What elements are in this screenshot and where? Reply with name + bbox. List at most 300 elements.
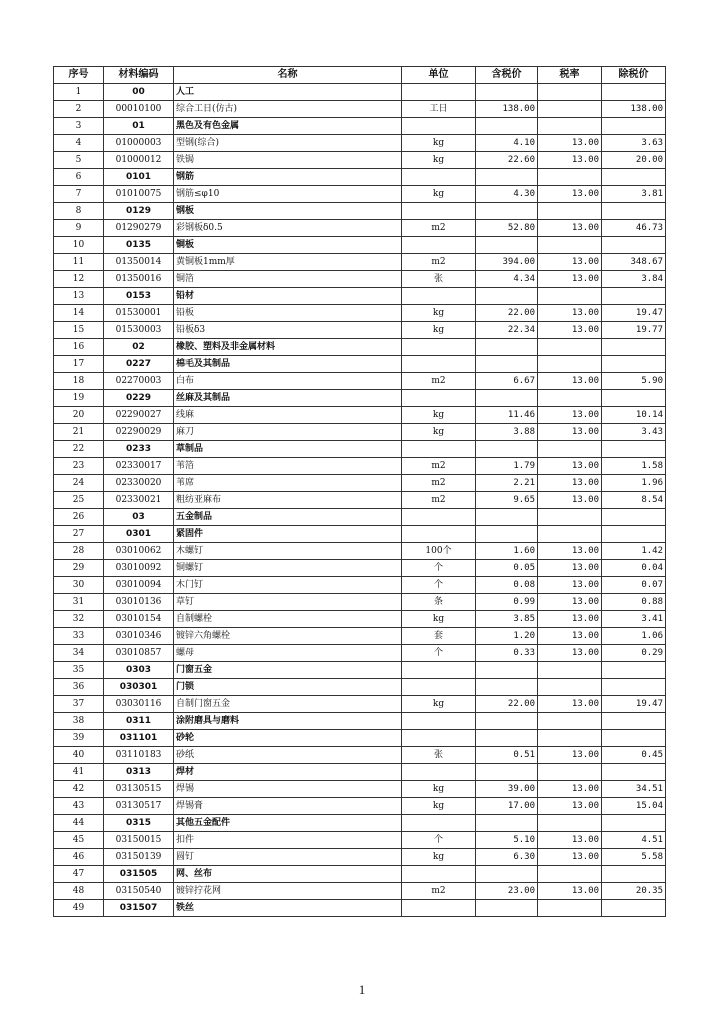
table-row bbox=[54, 679, 666, 696]
row-seq: 16 bbox=[54, 339, 104, 356]
price-without-tax bbox=[602, 441, 666, 458]
material-code: 03150139 bbox=[104, 849, 174, 866]
price-without-tax: 3.81 bbox=[602, 186, 666, 203]
table-row bbox=[54, 407, 666, 424]
material-name: 自制螺栓 bbox=[174, 611, 402, 628]
unit bbox=[402, 526, 476, 543]
price-without-tax bbox=[602, 713, 666, 730]
price-with-tax bbox=[476, 441, 538, 458]
price-with-tax: 22.00 bbox=[476, 305, 538, 322]
material-name: 人工 bbox=[174, 84, 402, 101]
table-row bbox=[54, 424, 666, 441]
tax-rate bbox=[538, 713, 602, 730]
row-seq: 37 bbox=[54, 696, 104, 713]
material-code: 02330020 bbox=[104, 475, 174, 492]
tax-rate: 13.00 bbox=[538, 254, 602, 271]
price-without-tax: 19.47 bbox=[602, 696, 666, 713]
price-with-tax: 0.05 bbox=[476, 560, 538, 577]
unit: kg bbox=[402, 322, 476, 339]
material-code: 01530003 bbox=[104, 322, 174, 339]
price-without-tax: 10.14 bbox=[602, 407, 666, 424]
tax-rate bbox=[538, 169, 602, 186]
tax-rate bbox=[538, 662, 602, 679]
row-seq: 35 bbox=[54, 662, 104, 679]
row-seq: 36 bbox=[54, 679, 104, 696]
price-with-tax: 394.00 bbox=[476, 254, 538, 271]
unit bbox=[402, 679, 476, 696]
row-seq: 19 bbox=[54, 390, 104, 407]
row-seq: 15 bbox=[54, 322, 104, 339]
material-code: 0233 bbox=[104, 441, 174, 458]
price-with-tax bbox=[476, 203, 538, 220]
tax-rate: 13.00 bbox=[538, 373, 602, 390]
material-code: 02290027 bbox=[104, 407, 174, 424]
tax-rate bbox=[538, 390, 602, 407]
price-without-tax bbox=[602, 169, 666, 186]
price-without-tax bbox=[602, 900, 666, 917]
page-number: 1 bbox=[358, 982, 366, 997]
row-seq: 12 bbox=[54, 271, 104, 288]
price-with-tax: 0.08 bbox=[476, 577, 538, 594]
price-without-tax: 20.35 bbox=[602, 883, 666, 900]
table-row bbox=[54, 186, 666, 203]
tax-rate: 13.00 bbox=[538, 832, 602, 849]
price-with-tax bbox=[476, 730, 538, 747]
material-name: 焊锡 bbox=[174, 781, 402, 798]
material-name: 砂轮 bbox=[174, 730, 402, 747]
material-code: 0311 bbox=[104, 713, 174, 730]
price-without-tax: 19.77 bbox=[602, 322, 666, 339]
table-row bbox=[54, 322, 666, 339]
price-without-tax: 1.96 bbox=[602, 475, 666, 492]
material-name: 涂附磨具与磨料 bbox=[174, 713, 402, 730]
price-without-tax bbox=[602, 815, 666, 832]
material-name: 扣件 bbox=[174, 832, 402, 849]
row-seq: 48 bbox=[54, 883, 104, 900]
price-with-tax bbox=[476, 526, 538, 543]
table-row bbox=[54, 152, 666, 169]
row-seq: 25 bbox=[54, 492, 104, 509]
price-with-tax: 1.79 bbox=[476, 458, 538, 475]
price-without-tax: 348.67 bbox=[602, 254, 666, 271]
unit: kg bbox=[402, 424, 476, 441]
unit bbox=[402, 84, 476, 101]
table-row bbox=[54, 169, 666, 186]
row-seq: 7 bbox=[54, 186, 104, 203]
header-name: 名称 bbox=[174, 67, 402, 84]
price-with-tax: 2.21 bbox=[476, 475, 538, 492]
price-with-tax bbox=[476, 390, 538, 407]
material-name: 粗纺亚麻布 bbox=[174, 492, 402, 509]
table-row bbox=[54, 458, 666, 475]
header-code: 材料编码 bbox=[104, 67, 174, 84]
unit bbox=[402, 815, 476, 832]
price-with-tax: 17.00 bbox=[476, 798, 538, 815]
row-seq: 47 bbox=[54, 866, 104, 883]
material-code: 0129 bbox=[104, 203, 174, 220]
unit: 套 bbox=[402, 628, 476, 645]
price-with-tax bbox=[476, 118, 538, 135]
tax-rate: 13.00 bbox=[538, 560, 602, 577]
unit bbox=[402, 203, 476, 220]
price-without-tax bbox=[602, 730, 666, 747]
unit: m2 bbox=[402, 458, 476, 475]
tax-rate bbox=[538, 101, 602, 118]
unit bbox=[402, 662, 476, 679]
material-code: 03010092 bbox=[104, 560, 174, 577]
price-with-tax: 0.99 bbox=[476, 594, 538, 611]
table-row bbox=[54, 339, 666, 356]
table-row bbox=[54, 866, 666, 883]
price-with-tax: 22.00 bbox=[476, 696, 538, 713]
table-row bbox=[54, 135, 666, 152]
price-with-tax: 22.60 bbox=[476, 152, 538, 169]
material-code: 030301 bbox=[104, 679, 174, 696]
material-name: 铜板 bbox=[174, 237, 402, 254]
table-row bbox=[54, 84, 666, 101]
unit: kg bbox=[402, 186, 476, 203]
table-row bbox=[54, 101, 666, 118]
price-without-tax: 5.90 bbox=[602, 373, 666, 390]
table-row bbox=[54, 441, 666, 458]
table-row bbox=[54, 543, 666, 560]
unit: 个 bbox=[402, 832, 476, 849]
material-code: 0135 bbox=[104, 237, 174, 254]
tax-rate bbox=[538, 509, 602, 526]
table-row bbox=[54, 594, 666, 611]
material-code: 02270003 bbox=[104, 373, 174, 390]
price-with-tax: 52.80 bbox=[476, 220, 538, 237]
tax-rate: 13.00 bbox=[538, 645, 602, 662]
row-seq: 5 bbox=[54, 152, 104, 169]
price-without-tax: 8.54 bbox=[602, 492, 666, 509]
table-row bbox=[54, 254, 666, 271]
unit: m2 bbox=[402, 492, 476, 509]
row-seq: 4 bbox=[54, 135, 104, 152]
table-row bbox=[54, 611, 666, 628]
table-row bbox=[54, 560, 666, 577]
unit: m2 bbox=[402, 254, 476, 271]
row-seq: 10 bbox=[54, 237, 104, 254]
price-with-tax: 39.00 bbox=[476, 781, 538, 798]
tax-rate bbox=[538, 118, 602, 135]
tax-rate bbox=[538, 356, 602, 373]
price-without-tax bbox=[602, 84, 666, 101]
price-with-tax bbox=[476, 662, 538, 679]
price-without-tax bbox=[602, 662, 666, 679]
table-row bbox=[54, 203, 666, 220]
row-seq: 26 bbox=[54, 509, 104, 526]
material-code: 0153 bbox=[104, 288, 174, 305]
material-code: 02330017 bbox=[104, 458, 174, 475]
price-with-tax bbox=[476, 764, 538, 781]
material-code: 03010062 bbox=[104, 543, 174, 560]
tax-rate bbox=[538, 815, 602, 832]
table-row bbox=[54, 645, 666, 662]
material-name: 钢筋≤φ10 bbox=[174, 186, 402, 203]
unit bbox=[402, 288, 476, 305]
price-without-tax bbox=[602, 118, 666, 135]
row-seq: 24 bbox=[54, 475, 104, 492]
table-row bbox=[54, 747, 666, 764]
tax-rate bbox=[538, 679, 602, 696]
material-name: 白布 bbox=[174, 373, 402, 390]
price-without-tax bbox=[602, 237, 666, 254]
material-name: 门锁 bbox=[174, 679, 402, 696]
price-without-tax: 0.29 bbox=[602, 645, 666, 662]
material-name: 铅板δ3 bbox=[174, 322, 402, 339]
material-name: 木螺钉 bbox=[174, 543, 402, 560]
unit: 张 bbox=[402, 271, 476, 288]
price-without-tax: 1.58 bbox=[602, 458, 666, 475]
tax-rate bbox=[538, 900, 602, 917]
price-with-tax: 11.46 bbox=[476, 407, 538, 424]
price-without-tax: 1.42 bbox=[602, 543, 666, 560]
material-name: 钢板 bbox=[174, 203, 402, 220]
table-row bbox=[54, 271, 666, 288]
row-seq: 41 bbox=[54, 764, 104, 781]
table-row bbox=[54, 526, 666, 543]
material-code: 03110183 bbox=[104, 747, 174, 764]
material-code: 03010346 bbox=[104, 628, 174, 645]
row-seq: 3 bbox=[54, 118, 104, 135]
tax-rate bbox=[538, 203, 602, 220]
unit bbox=[402, 764, 476, 781]
price-with-tax: 3.85 bbox=[476, 611, 538, 628]
material-code: 01 bbox=[104, 118, 174, 135]
table-row bbox=[54, 781, 666, 798]
price-without-tax: 34.51 bbox=[602, 781, 666, 798]
material-price-table bbox=[53, 66, 666, 917]
material-code: 00 bbox=[104, 84, 174, 101]
table-row bbox=[54, 475, 666, 492]
table-row bbox=[54, 237, 666, 254]
tax-rate: 13.00 bbox=[538, 152, 602, 169]
row-seq: 18 bbox=[54, 373, 104, 390]
price-with-tax: 6.67 bbox=[476, 373, 538, 390]
material-name: 自制门窗五金 bbox=[174, 696, 402, 713]
price-without-tax bbox=[602, 356, 666, 373]
price-without-tax bbox=[602, 526, 666, 543]
tax-rate: 13.00 bbox=[538, 305, 602, 322]
material-code: 03150015 bbox=[104, 832, 174, 849]
row-seq: 43 bbox=[54, 798, 104, 815]
row-seq: 49 bbox=[54, 900, 104, 917]
material-code: 03010857 bbox=[104, 645, 174, 662]
row-seq: 42 bbox=[54, 781, 104, 798]
price-with-tax: 3.88 bbox=[476, 424, 538, 441]
row-seq: 21 bbox=[54, 424, 104, 441]
material-code: 031101 bbox=[104, 730, 174, 747]
tax-rate: 13.00 bbox=[538, 747, 602, 764]
material-name: 综合工日(仿古) bbox=[174, 101, 402, 118]
material-name: 铁丝 bbox=[174, 900, 402, 917]
price-with-tax: 1.20 bbox=[476, 628, 538, 645]
row-seq: 30 bbox=[54, 577, 104, 594]
table-row bbox=[54, 288, 666, 305]
price-without-tax bbox=[602, 288, 666, 305]
price-without-tax: 5.58 bbox=[602, 849, 666, 866]
material-name: 砂纸 bbox=[174, 747, 402, 764]
price-with-tax bbox=[476, 866, 538, 883]
price-without-tax bbox=[602, 390, 666, 407]
price-with-tax: 22.34 bbox=[476, 322, 538, 339]
material-code: 031507 bbox=[104, 900, 174, 917]
table-row bbox=[54, 305, 666, 322]
table-row bbox=[54, 832, 666, 849]
material-code: 031505 bbox=[104, 866, 174, 883]
material-name: 木门钉 bbox=[174, 577, 402, 594]
material-name: 苇箔 bbox=[174, 458, 402, 475]
tax-rate bbox=[538, 730, 602, 747]
price-with-tax bbox=[476, 288, 538, 305]
table-row bbox=[54, 730, 666, 747]
material-code: 03130517 bbox=[104, 798, 174, 815]
price-with-tax: 23.00 bbox=[476, 883, 538, 900]
tax-rate: 13.00 bbox=[538, 322, 602, 339]
material-name: 黑色及有色金属 bbox=[174, 118, 402, 135]
tax-rate: 13.00 bbox=[538, 458, 602, 475]
row-seq: 28 bbox=[54, 543, 104, 560]
tax-rate: 13.00 bbox=[538, 475, 602, 492]
price-with-tax: 0.33 bbox=[476, 645, 538, 662]
table-row bbox=[54, 883, 666, 900]
material-name: 镀锌六角螺栓 bbox=[174, 628, 402, 645]
unit: m2 bbox=[402, 373, 476, 390]
table-row bbox=[54, 696, 666, 713]
price-with-tax bbox=[476, 509, 538, 526]
header-price-with-tax: 含税价 bbox=[476, 67, 538, 84]
material-code: 02 bbox=[104, 339, 174, 356]
tax-rate: 13.00 bbox=[538, 611, 602, 628]
material-code: 0313 bbox=[104, 764, 174, 781]
row-seq: 22 bbox=[54, 441, 104, 458]
tax-rate: 13.00 bbox=[538, 696, 602, 713]
material-name: 铁锔 bbox=[174, 152, 402, 169]
unit bbox=[402, 509, 476, 526]
table-row bbox=[54, 764, 666, 781]
material-code: 01000003 bbox=[104, 135, 174, 152]
row-seq: 32 bbox=[54, 611, 104, 628]
unit: m2 bbox=[402, 220, 476, 237]
table-row bbox=[54, 849, 666, 866]
tax-rate: 13.00 bbox=[538, 492, 602, 509]
price-without-tax bbox=[602, 509, 666, 526]
price-with-tax: 5.10 bbox=[476, 832, 538, 849]
unit: kg bbox=[402, 781, 476, 798]
price-with-tax bbox=[476, 815, 538, 832]
row-seq: 40 bbox=[54, 747, 104, 764]
material-code: 03030116 bbox=[104, 696, 174, 713]
material-name: 黄铜板1mm厚 bbox=[174, 254, 402, 271]
table-row bbox=[54, 577, 666, 594]
row-seq: 6 bbox=[54, 169, 104, 186]
tax-rate bbox=[538, 764, 602, 781]
material-name: 苇席 bbox=[174, 475, 402, 492]
price-without-tax: 0.45 bbox=[602, 747, 666, 764]
material-name: 橡胶、塑料及非金属材料 bbox=[174, 339, 402, 356]
tax-rate: 13.00 bbox=[538, 628, 602, 645]
table-row bbox=[54, 713, 666, 730]
unit bbox=[402, 339, 476, 356]
material-name: 型钢(综合) bbox=[174, 135, 402, 152]
table-row bbox=[54, 373, 666, 390]
material-code: 02290029 bbox=[104, 424, 174, 441]
material-name: 草制品 bbox=[174, 441, 402, 458]
tax-rate bbox=[538, 288, 602, 305]
material-code: 00010100 bbox=[104, 101, 174, 118]
tax-rate bbox=[538, 526, 602, 543]
row-seq: 34 bbox=[54, 645, 104, 662]
tax-rate: 13.00 bbox=[538, 798, 602, 815]
row-seq: 9 bbox=[54, 220, 104, 237]
row-seq: 17 bbox=[54, 356, 104, 373]
tax-rate: 13.00 bbox=[538, 849, 602, 866]
material-name: 网、丝布 bbox=[174, 866, 402, 883]
price-with-tax: 0.51 bbox=[476, 747, 538, 764]
material-name: 圆钉 bbox=[174, 849, 402, 866]
material-name: 铜螺钉 bbox=[174, 560, 402, 577]
header-tax-rate: 税率 bbox=[538, 67, 602, 84]
tax-rate bbox=[538, 441, 602, 458]
unit: 个 bbox=[402, 645, 476, 662]
material-code: 03 bbox=[104, 509, 174, 526]
unit bbox=[402, 390, 476, 407]
tax-rate: 13.00 bbox=[538, 594, 602, 611]
price-without-tax: 0.04 bbox=[602, 560, 666, 577]
unit: 条 bbox=[402, 594, 476, 611]
tax-rate bbox=[538, 866, 602, 883]
material-code: 01530001 bbox=[104, 305, 174, 322]
price-with-tax bbox=[476, 169, 538, 186]
material-code: 03130515 bbox=[104, 781, 174, 798]
material-name: 门窗五金 bbox=[174, 662, 402, 679]
tax-rate: 13.00 bbox=[538, 407, 602, 424]
table-row bbox=[54, 815, 666, 832]
material-name: 铅材 bbox=[174, 288, 402, 305]
unit: m2 bbox=[402, 475, 476, 492]
tax-rate bbox=[538, 339, 602, 356]
row-seq: 31 bbox=[54, 594, 104, 611]
material-code: 02330021 bbox=[104, 492, 174, 509]
price-without-tax: 3.43 bbox=[602, 424, 666, 441]
tax-rate: 13.00 bbox=[538, 271, 602, 288]
price-without-tax: 46.73 bbox=[602, 220, 666, 237]
table-header-row bbox=[54, 67, 666, 84]
tax-rate: 13.00 bbox=[538, 424, 602, 441]
material-code: 0301 bbox=[104, 526, 174, 543]
tax-rate: 13.00 bbox=[538, 220, 602, 237]
header-seq: 序号 bbox=[54, 67, 104, 84]
unit: 工日 bbox=[402, 101, 476, 118]
unit: kg bbox=[402, 798, 476, 815]
unit: kg bbox=[402, 305, 476, 322]
material-name: 焊材 bbox=[174, 764, 402, 781]
row-seq: 2 bbox=[54, 101, 104, 118]
price-with-tax bbox=[476, 356, 538, 373]
row-seq: 38 bbox=[54, 713, 104, 730]
unit: kg bbox=[402, 611, 476, 628]
unit: kg bbox=[402, 849, 476, 866]
row-seq: 11 bbox=[54, 254, 104, 271]
row-seq: 46 bbox=[54, 849, 104, 866]
material-code: 01350016 bbox=[104, 271, 174, 288]
price-with-tax: 9.65 bbox=[476, 492, 538, 509]
material-code: 0315 bbox=[104, 815, 174, 832]
material-name: 麻刀 bbox=[174, 424, 402, 441]
unit bbox=[402, 900, 476, 917]
price-with-tax: 4.30 bbox=[476, 186, 538, 203]
